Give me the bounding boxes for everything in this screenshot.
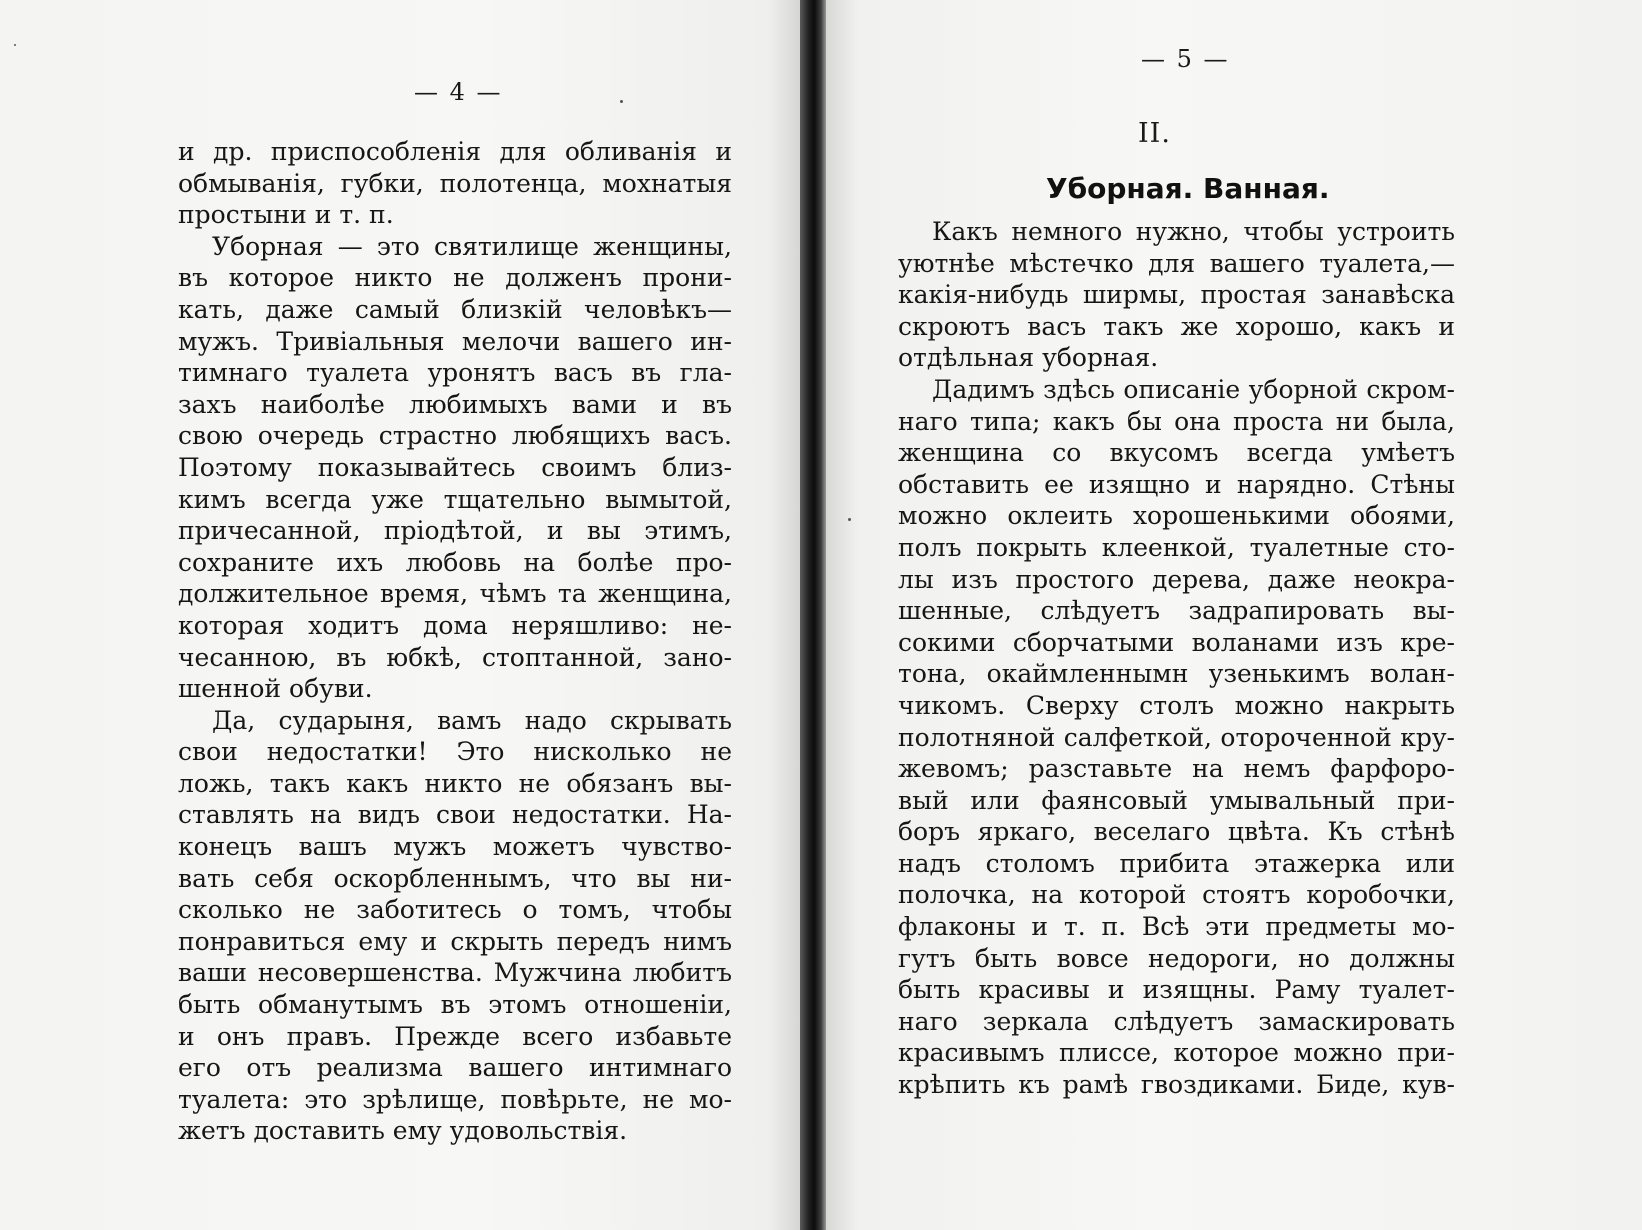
text-line: причесанной, пріодѣтой, и вы этимъ, <box>178 516 732 546</box>
text-line: шенные, слѣдуетъ задрапировать вы- <box>898 596 1455 626</box>
section-numeral: II. <box>1138 118 1171 149</box>
text-line: свою очередь страстно любящихъ васъ. <box>178 421 732 451</box>
text-line: его отъ реализма вашего интимнаго <box>178 1053 732 1083</box>
text-line: быть обманутымъ въ этомъ отношеніи, <box>178 990 732 1020</box>
text-line: жевомъ; разставьте на немъ фарфоро- <box>898 754 1455 784</box>
text-line: Да, сударыня, вамъ надо скрывать <box>212 705 732 735</box>
text-line: тимнаго туалета уронятъ васъ въ гла- <box>178 358 732 388</box>
text-line: флаконы и т. п. Всѣ эти предметы мо- <box>898 912 1455 942</box>
text-line: туалета: это зрѣлище, повѣрьте, не мо- <box>178 1084 732 1114</box>
text-line: Уборная — это святилище женщины, <box>212 231 732 261</box>
text-line: понравиться ему и скрыть передъ нимъ <box>178 926 732 956</box>
text-line: какія-нибудь ширмы, простая занавѣска <box>898 280 1455 310</box>
text-line: полъ покрыть клеенкой, туалетные сто- <box>898 532 1455 562</box>
text-line: уютнѣе мѣстечко для вашего туалета,— <box>898 248 1455 278</box>
text-line: шенной обуви. <box>178 674 373 704</box>
text-line: полотняной салфеткой, отороченной кру- <box>898 722 1455 752</box>
text-line: тона, окаймленнымн узенькимъ волан- <box>898 659 1455 689</box>
text-line: ваши несовершенства. Мужчина любитъ <box>178 958 732 988</box>
section-title: Уборная. Ванная. <box>1046 172 1330 205</box>
text-line: чикомъ. Сверху столъ можно накрыть <box>898 690 1455 720</box>
text-line: и онъ правъ. Прежде всего избавьте <box>178 1021 732 1051</box>
text-line: и др. приспособленія для обливанія и <box>178 137 732 166</box>
left-page-text <box>178 136 732 1147</box>
text-line: должительное время, чѣмъ та женщина, <box>178 579 732 609</box>
text-line: мужъ. Тривіальныя мелочи вашего ин- <box>178 326 732 356</box>
text-line: вать себя оскорбленнымъ, что вы ни- <box>178 863 732 893</box>
text-line: Дадимъ здѣсь описаніе уборной скром- <box>932 374 1455 404</box>
text-line: наго зеркала слѣдуетъ замаскировать <box>898 1006 1455 1036</box>
right-page <box>826 0 1642 1230</box>
text-line: кимъ всегда уже тщательно вымытой, <box>178 484 732 514</box>
text-line: женщина со вкусомъ всегда умѣетъ <box>898 438 1455 468</box>
text-line: сокими сборчатыми воланами изъ кре- <box>898 627 1455 657</box>
text-line: кать, даже самый близкій человѣкъ— <box>178 294 732 324</box>
text-line: можно оклеить хорошенькими обоями, <box>898 501 1455 531</box>
left-page <box>0 0 800 1230</box>
text-line: крѣпить къ рамѣ гвоздиками. Биде, кув- <box>898 1070 1455 1100</box>
text-line: сохраните ихъ любовь на болѣе про- <box>178 547 732 577</box>
text-line: въ которое никто не долженъ прони- <box>178 263 732 293</box>
text-line: гутъ быть вовсе недороги, но должны <box>898 943 1455 973</box>
text-line: сколько не заботитесь о томъ, чтобы <box>178 895 732 925</box>
text-line: ставлять на видъ свои недостатки. На- <box>178 800 732 830</box>
text-line: жетъ доставить ему удовольствія. <box>178 1116 628 1146</box>
book-gutter <box>800 0 826 1230</box>
text-line: обставить ее изящно и нарядно. Стѣны <box>898 469 1455 499</box>
text-line: красивымъ плиссе, которое можно при- <box>898 1038 1455 1068</box>
text-line: наго типа; какъ бы она проста ни была, <box>898 406 1455 436</box>
text-line: лы изъ простого дерева, даже неокра- <box>898 564 1455 594</box>
text-line: Какъ немного нужно, чтобы устроить <box>932 217 1455 246</box>
page-number-left: — 4 — <box>414 78 503 106</box>
text-line: чесанною, въ юбкѣ, стоптанной, зано- <box>178 642 732 672</box>
text-line: скроютъ васъ такъ же хорошо, какъ и <box>898 311 1455 341</box>
text-line: полочка, на которой стоятъ коробочки, <box>898 880 1455 910</box>
text-line: ложь, такъ какъ никто не обязанъ вы- <box>178 768 732 798</box>
text-line: конецъ вашъ мужъ можетъ чувство- <box>178 832 732 862</box>
text-line: Поэтому показывайтесь своимъ близ- <box>178 452 732 482</box>
text-line: надъ столомъ прибита этажерка или <box>898 848 1455 878</box>
text-line: вый или фаянсовый умывальный при- <box>898 785 1455 815</box>
text-line: быть красивы и изящны. Раму туалет- <box>898 975 1455 1005</box>
text-line: отдѣльная уборная. <box>898 343 1159 373</box>
page-number-right: — 5 — <box>1141 45 1230 73</box>
text-line: боръ яркаго, веселаго цвѣта. Къ стѣнѣ <box>898 817 1455 847</box>
text-line: которая ходитъ дома неряшливо: не- <box>178 610 732 640</box>
text-line: захъ наиболѣе любимыхъ вами и въ <box>178 389 732 419</box>
text-line: свои недостатки! Это нисколько не <box>178 737 732 767</box>
text-line: обмыванія, губки, полотенца, мохнатыя <box>178 168 732 198</box>
right-page-text <box>898 216 1455 1101</box>
text-line: простыни и т. п. <box>178 200 394 230</box>
